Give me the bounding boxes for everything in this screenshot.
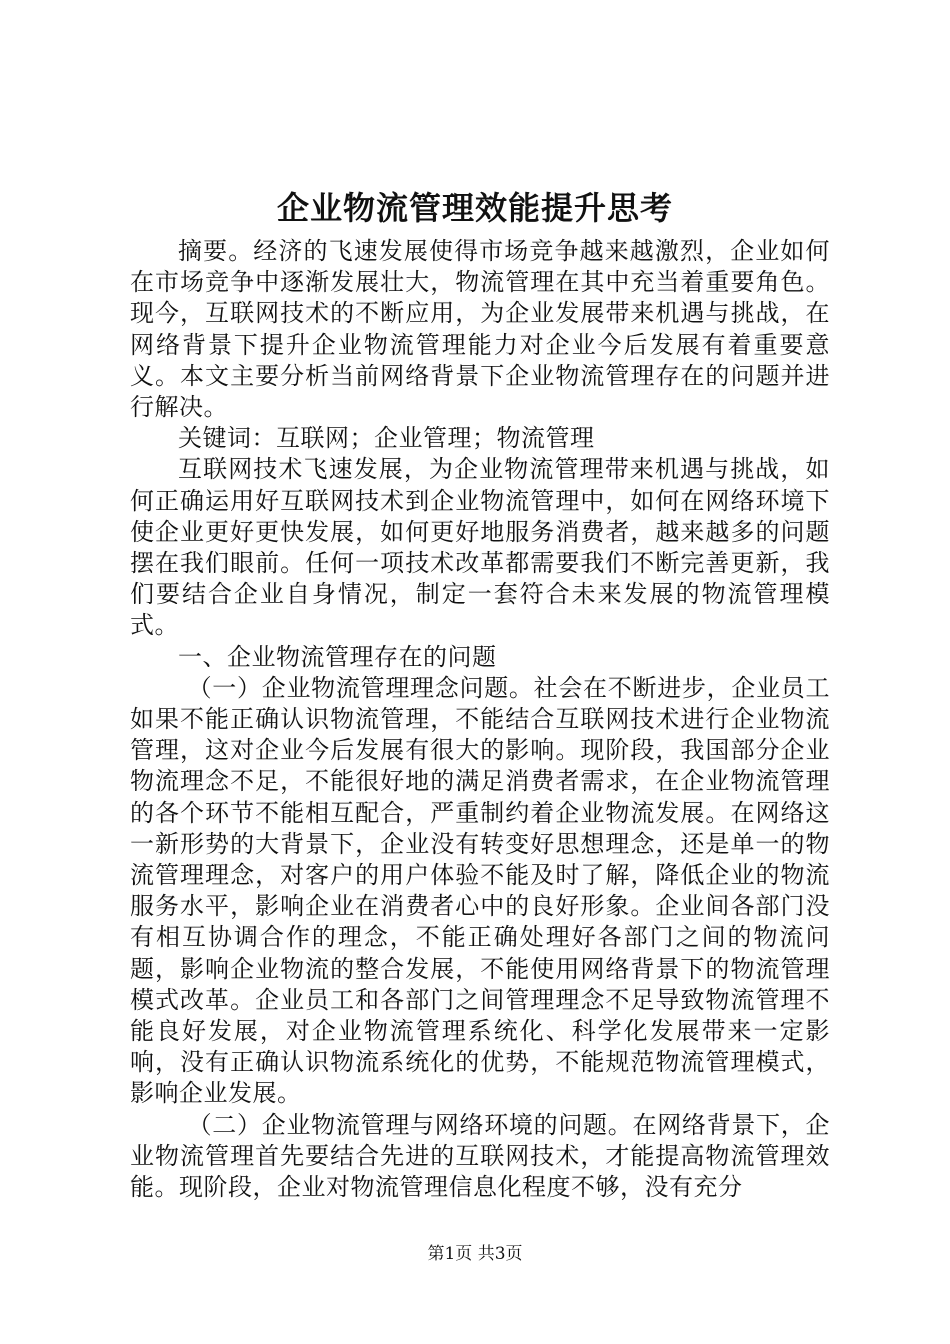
abstract-paragraph: 摘要。经济的飞速发展使得市场竞争越来越激烈，企业如何在市场竞争中逐渐发展壮大，物流管理在其中充当着重要角色。现今，互联网技术的不断应用，为企业发展带来机遇与挑战，在网络背景下提升企业物流管理能力对企业今后发展有着重要意义。本文主要分析当前网络背景下企业物流管理存在的问题并进行解决。 bbox=[130, 237, 830, 422]
section-heading: 一、企业物流管理存在的问题 bbox=[178, 642, 497, 671]
document-title: 企业物流管理效能提升思考 bbox=[276, 189, 673, 227]
document-body bbox=[130, 236, 830, 1203]
subsection-1-paragraph: （一）企业物流管理理念问题。社会在不断进步，企业员工如果不能正确认识物流管理，不能结合互联网技术进行企业物流管理，这对企业今后发展有很大的影响。现阶段，我国部分企业物流理念不足，不能很好地的满足消费者需求，在企业物流管理的各个环节不能相互配合，严重制约着企业物流发展。在网络这一新形势的大背景下，企业没有转变好思想理念，还是单一的物流管理理念，对客户的用户体验不能及时了解，降低企业的物流服务水平，影响企业在消费者心中的良好形象。企业间各部门没有相互协调合作的理念，不能正确处理好各部门之间的物流问题，影响企业物流的整合发展，不能使用网络背景下的物流管理模式改革。企业员工和各部门之间管理理念不足导致物流管理不能良好发展，对企业物流管理系统化、科学化发展带来一定影响，没有正确认识物流系统化的优势，不能规范物流管理模式，影响企业发展。 bbox=[130, 673, 830, 1108]
subsection-2-paragraph: （二）企业物流管理与网络环境的问题。在网络背景下，企业物流管理首先要结合先进的互联网技术，才能提高物流管理效能。现阶段，企业对物流管理信息化程度不够，没有充分 bbox=[130, 1110, 830, 1202]
keywords-paragraph: 关键词：互联网；企业管理；物流管理 bbox=[178, 424, 595, 453]
intro-paragraph: 互联网技术飞速发展，为企业物流管理带来机遇与挑战，如何正确运用好互联网技术到企业物流管理中，如何在网络环境下使企业更好更快发展，如何更好地服务消费者，越来越多的问题摆在我们眼前。任何一项技术改革都需要我们不断完善更新，我们要结合企业自身情况，制定一套符合未来发展的物流管理模式。 bbox=[130, 455, 830, 640]
page-footer: 第1页 共3页 bbox=[427, 1244, 523, 1264]
